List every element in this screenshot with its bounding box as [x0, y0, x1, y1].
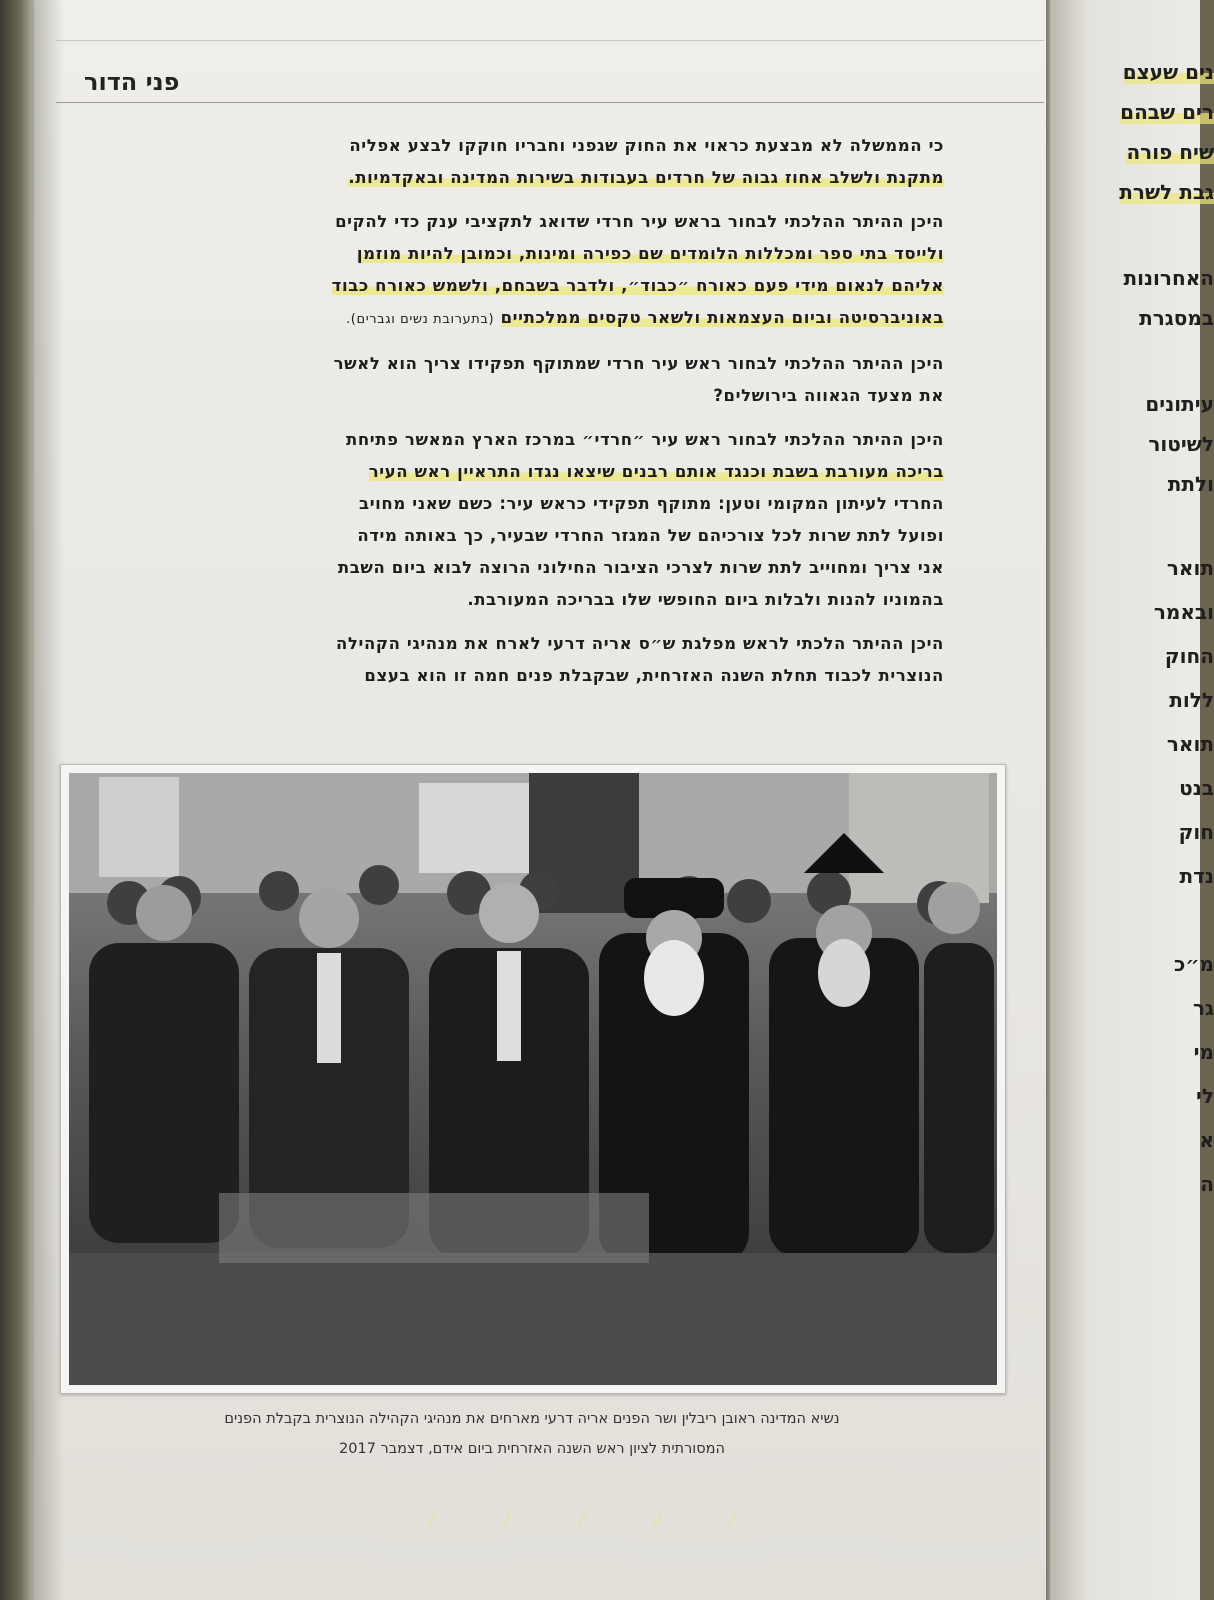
text-line-highlighted: אליהם לנאום מידי פעם כאורח ״כבוד״, ולדבר בשבחם, ולשמש כאורח כבוד	[331, 276, 944, 295]
adjacent-text-fragment: שיח פורה	[1126, 140, 1214, 164]
text-line-highlighted: ולייסד בתי ספר ומכללות הלומדים שם כפירה ומינות, וכמובן להיות מוזמן	[356, 244, 944, 263]
photo-window	[419, 783, 529, 873]
text-line: החרדי לעיתון המקומי וטען: מתוקף תפקידי כראש עיר: כשם שאני מחויב	[359, 494, 944, 513]
adjacent-text-fragment: האחרונות	[1123, 266, 1214, 290]
text-line: ופועל לתת שרות לכל צורכיהם של המגזר החרדי שבעיר, כך באותה מידה	[357, 526, 944, 545]
paragraph-5	[64, 628, 944, 692]
adjacent-text-fragment: ללות	[1169, 688, 1214, 712]
photo-floor	[69, 1253, 997, 1385]
adjacent-text-fragment: חוק	[1178, 820, 1214, 844]
book-left-edge	[0, 0, 34, 1600]
page-top-rule	[56, 40, 1044, 41]
text-line: היכן ההיתר הלכתי לראש מפלגת ש״ס אריה דרעי לארח את מנהיגי הקהילה	[335, 634, 944, 653]
adjacent-text-fragment: ובאמר	[1153, 600, 1214, 624]
adjacent-text-fragment: גבת לשרת	[1119, 180, 1214, 204]
paragraph-3	[64, 348, 944, 412]
paragraph-1	[64, 130, 944, 194]
photo-caption	[60, 1404, 1004, 1464]
adjacent-text-fragment: נים שעצם	[1122, 60, 1214, 84]
text-line: היכן ההיתר ההלכתי לבחור ראש עיר חרדי שמתוקף תפקידו צריך הוא לאשר	[333, 354, 944, 373]
adjacent-text-fragment: מ״כ	[1174, 952, 1214, 976]
adjacent-text-fragment: החוק	[1164, 644, 1214, 668]
text-line: את מצעד הגאווה בירושלים?	[713, 386, 944, 405]
text-line: כי הממשלה לא מבצעת כראוי את החוק שגפני וחבריו חוקקו לבצע אפליה	[349, 136, 944, 155]
paragraph-2	[64, 206, 944, 336]
photo-window	[99, 777, 179, 877]
adjacent-text-fragment: ולתת	[1167, 472, 1214, 496]
text-line-highlighted: באוניברסיטה וביום העצמאות ולשאר טקסים ממלכתיים	[500, 308, 944, 327]
ceremony-photo	[69, 773, 997, 1385]
faint-highlight-marks: ׳ ׳ ׳ ׳ ׳	[424, 1490, 760, 1564]
adjacent-text-fragment: לי	[1196, 1084, 1214, 1108]
adjacent-text-fragment: רים שבהם	[1120, 100, 1214, 124]
adjacent-text-fragment: ה	[1200, 1172, 1214, 1196]
text-line-highlighted: מתקנת ולשלב אחוז גבוה של חרדים בעבודות בשירות המדינה ובאקדמיות.	[348, 168, 944, 187]
text-note: (בתערובת נשים וגברים).	[346, 312, 495, 327]
photo-curtain	[849, 773, 989, 903]
photo-rug	[219, 1193, 649, 1263]
running-head: פני הדור	[84, 68, 180, 96]
adjacent-text-fragment: תואר	[1166, 732, 1214, 756]
caption-line-2: המסורתית לציון ראש השנה האזרחית ביום אידם, דצמבר 2017	[339, 1441, 725, 1457]
adjacent-text-fragment: לשיטור	[1148, 432, 1214, 456]
photo-frame	[60, 764, 1006, 1394]
adjacent-text-fragment: בנט	[1179, 776, 1214, 800]
article-body	[64, 130, 944, 704]
text-line: היכן ההיתר ההלכתי לבחור ראש עיר ״חרדי״ במרכז הארץ המאשר פתיחת	[346, 430, 944, 449]
text-line-highlighted: בריכה מעורבת בשבת וכנגד אותם רבנים שיצאו נגדו התראיין ראש העיר	[368, 462, 944, 481]
adjacent-text-fragment: א	[1199, 1128, 1214, 1152]
caption-line-1: נשיא המדינה ראובן ריבלין ושר הפנים אריה דרעי מארחים את מנהיגי הקהילה הנוצרית בקבלת הפנים	[224, 1411, 840, 1427]
adjacent-text-fragment: גר	[1193, 996, 1214, 1020]
adjacent-text-fragment: מי	[1193, 1040, 1214, 1064]
text-line: אני צריך ומחוייב לתת שרות לצרכי הציבור החילוני הרוצה לבוא ביום השבת	[337, 558, 944, 577]
text-line: היכן ההיתר ההלכתי לבחור בראש עיר חרדי שדואג לתקציבי ענק כדי להקים	[335, 212, 944, 231]
adjacent-text-fragment: נדת	[1179, 864, 1214, 888]
header-rule	[56, 102, 1044, 103]
text-line: הנוצרית לכבוד תחלת השנה האזרחית, שבקבלת פנים חמה זו הוא בעצם	[364, 666, 944, 685]
adjacent-text-fragment: עיתונים	[1145, 392, 1214, 416]
adjacent-page	[1050, 0, 1214, 1600]
text-line: בהמוניו להנות ולבלות ביום החופשי שלו בבריכה המעורבת.	[467, 590, 944, 609]
adjacent-text-fragment: במסגרת	[1139, 306, 1214, 330]
adjacent-text-fragment: תואר	[1166, 556, 1214, 580]
paragraph-4	[64, 424, 944, 616]
